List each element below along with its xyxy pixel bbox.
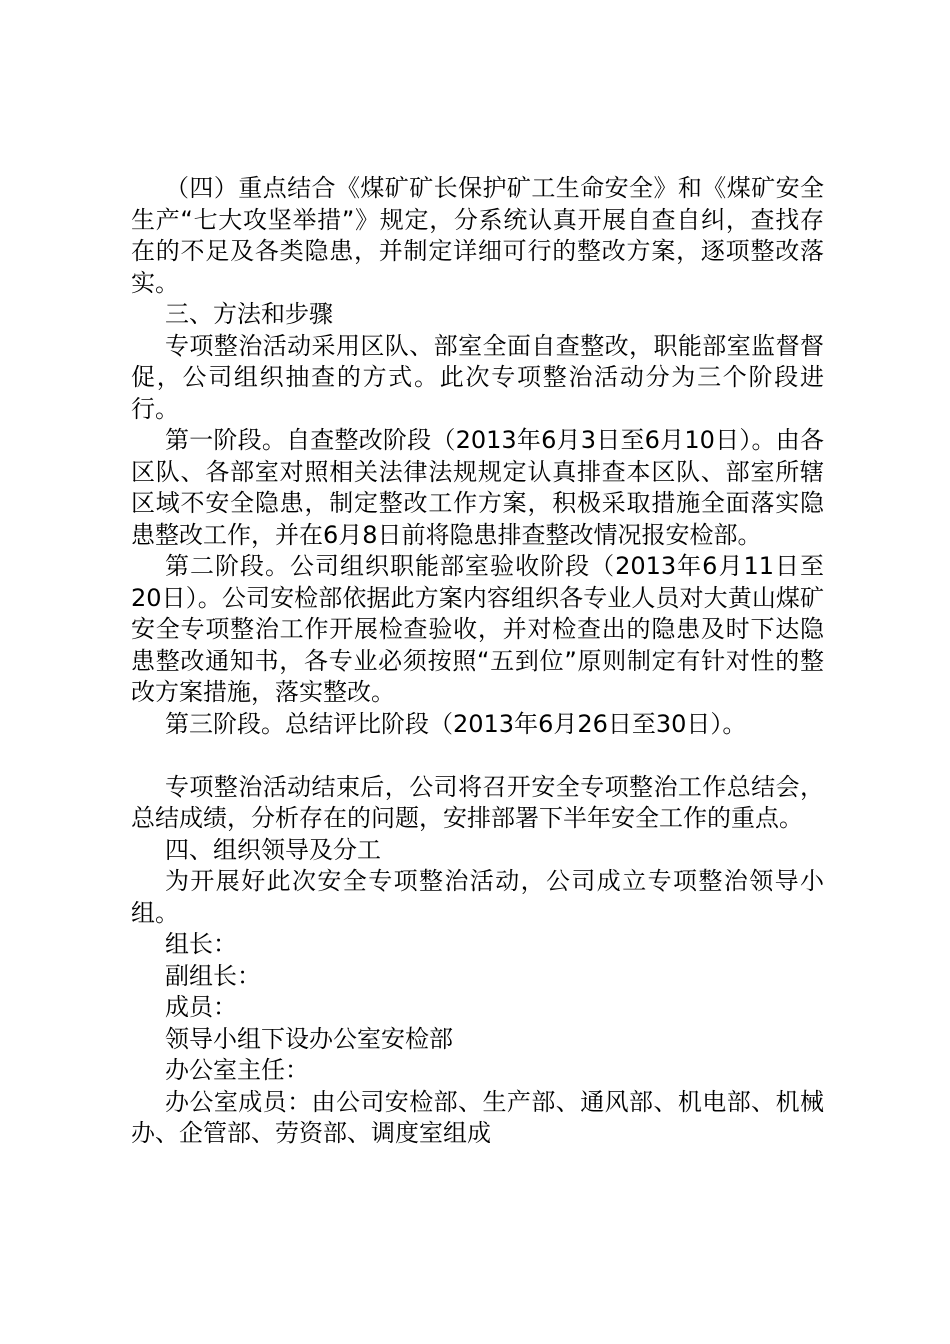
paragraph-methods-intro: 专项整治活动采用区队、部室全面自查整改，职能部室监督督促，公司组织抽查的方式。此次专项整治活动分为三个阶段进行。 bbox=[131, 331, 824, 423]
blank-line bbox=[131, 740, 824, 772]
line-group-leader: 组长： bbox=[165, 930, 237, 958]
line-members: 成员： bbox=[165, 993, 237, 1021]
paragraph-summary: 专项整治活动结束后，公司将召开安全专项整治工作总结会，总结成绩，分析存在的问题，安排部署下半年安全工作的重点。 bbox=[131, 772, 824, 832]
paragraph-phase-one: 第一阶段。自查整改阶段（2013年6月3日至6月10日）。由各区队、各部室对照相关法律法规规定认真排查本区队、部室所辖区域不安全隐患，制定整改工作方案，积极采取措施全面落实隐患整改工作，并在6月8日前将隐患排查整改情况报安检部。 bbox=[131, 426, 824, 549]
line-office-director: 办公室主任： bbox=[165, 1056, 309, 1084]
paragraph-item-4: （四）重点结合《煤矿矿长保护矿工生命安全》和《煤矿安全生产“七大攻坚举措”》规定，分系统认真开展自查自纠，查找存在的不足及各类隐患，并制定详细可行的整改方案，逐项整改落实。 bbox=[131, 174, 824, 297]
section-heading-organization: 四、组织领导及分工 bbox=[165, 835, 381, 864]
paragraph-phase-three: 第三阶段。总结评比阶段（2013年6月26日至30日）。 bbox=[165, 709, 747, 738]
section-heading-methods-steps: 三、方法和步骤 bbox=[165, 300, 333, 328]
line-deputy-group-leader: 副组长： bbox=[165, 961, 261, 990]
paragraph-office-members: 办公室成员：由公司安检部、生产部、通风部、机电部、机械办、企管部、劳资部、调度室组成 bbox=[131, 1087, 824, 1147]
paragraph-phase-two: 第二阶段。公司组织职能部室验收阶段（2013年6月11日至20日）。公司安检部依据此方案内容组织各专业人员对大黄山煤矿安全专项整治工作开展检查验收，并对检查出的隐患及时下达隐患整改通知书，各专业必须按照“五到位”原则制定有针对性的整改方案措施，落实整改。 bbox=[131, 552, 824, 706]
paragraph-leading-group: 为开展好此次安全专项整治活动，公司成立专项整治领导小组。 bbox=[131, 867, 824, 927]
line-office-setup: 领导小组下设办公室安检部 bbox=[165, 1024, 453, 1053]
document-body bbox=[131, 173, 824, 1150]
